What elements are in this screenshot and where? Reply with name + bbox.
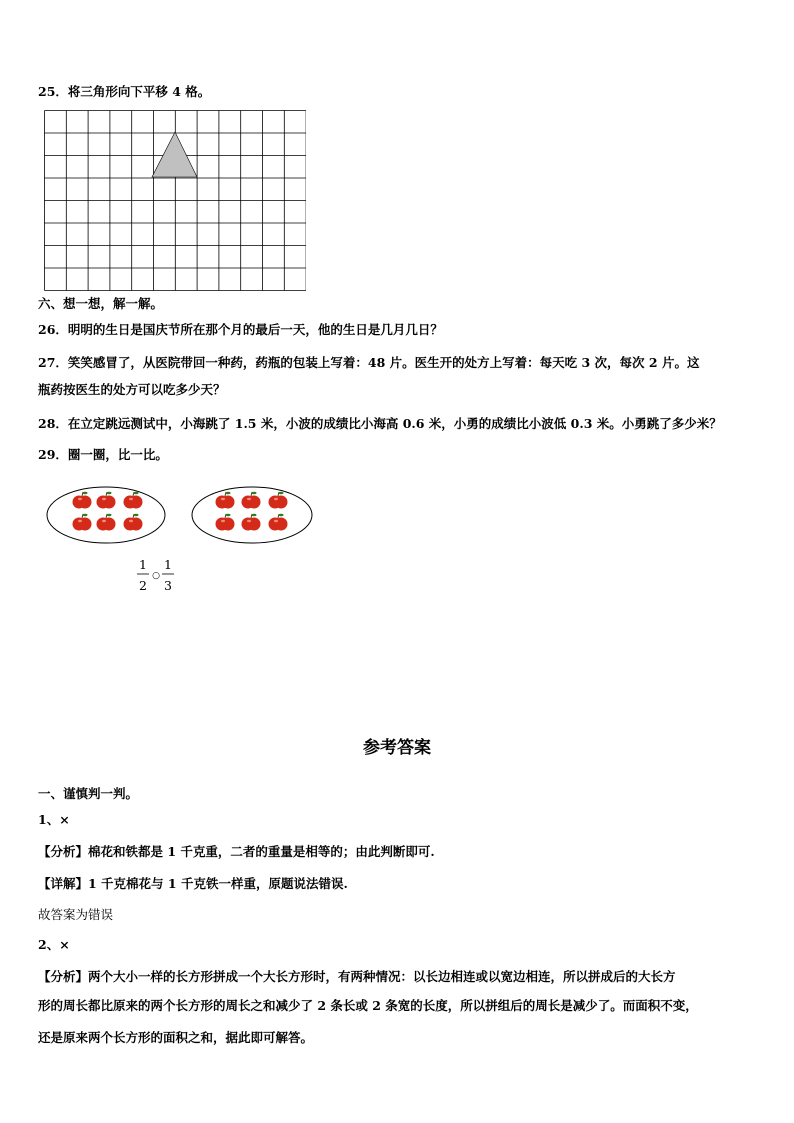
compare-circle[interactable]: ○ (152, 571, 160, 581)
apple-icon (269, 514, 288, 531)
right-denominator: 3 (164, 578, 172, 593)
question-27-line2: 瓶药按医生的处方可以吃多少天？ (38, 382, 226, 397)
answers-title: 参考答案 (363, 738, 431, 758)
answers-section-1: 一、谨慎判一判。 (38, 786, 139, 801)
answer-2-line1: 【分析】两个大小一样的长方形拼成一个大长方形时，有两种情况：以长边相连或以宽边相连，所以拼成后的大长方 (38, 969, 676, 984)
fraction-compare (134, 556, 180, 599)
answer-2-line3: 还是原来两个长方形的面积之和，据此即可解答。 (38, 1030, 314, 1045)
question-27-line1: 27．笑笑感冒了，从医院带回一种药，药瓶的包装上写着：48 片。医生开的处方上写着：每天吃 3 次，每次 2 片。这 (38, 355, 700, 370)
left-denominator: 2 (139, 578, 147, 593)
triangle-grid (44, 110, 306, 292)
question-26: 26．明明的生日是国庆节所在那个月的最后一天，他的生日是几月几日？ (38, 322, 443, 337)
apple-icon (269, 492, 288, 509)
apple-groups (46, 484, 318, 550)
apple-icon (124, 514, 143, 531)
answer-1-label: 1、× (38, 812, 70, 827)
answer-2-line2: 形的周长都比原来的两个长方形的周长之和减少了 2 条长或 2 条宽的长度，所以拼组后的周长是减少了。而面积不变， (38, 998, 698, 1013)
apple-icon (73, 492, 92, 509)
apple-icon (124, 492, 143, 509)
answer-1-detail: 【详解】1 千克棉花与 1 千克铁一样重，原题说法错误. (38, 876, 348, 891)
question-28: 28．在立定跳远测试中，小海跳了 1.5 米，小波的成绩比小海高 0.6 米，小勇的成绩比小波低 0.3 米。小勇跳了多少米？ (38, 416, 722, 431)
answer-1-conclusion: 故答案为错误 (38, 907, 114, 922)
apple-icon (242, 514, 261, 531)
triangle-shape (152, 132, 197, 177)
apple-icon (216, 514, 235, 531)
apples (73, 492, 288, 531)
right-numerator: 1 (164, 557, 172, 572)
section-6-title: 六、想一想，解一解。 (38, 296, 164, 311)
apple-icon (216, 492, 235, 509)
question-29: 29．圈一圈，比一比。 (38, 447, 168, 462)
apple-icon (73, 514, 92, 531)
apple-icon (97, 492, 116, 509)
answer-1-analysis: 【分析】棉花和铁都是 1 千克重，二者的重量是相等的；由此判断即可. (38, 844, 435, 859)
answer-2-label: 2、× (38, 937, 70, 952)
apple-icon (97, 514, 116, 531)
left-numerator: 1 (139, 557, 147, 572)
apple-icon (242, 492, 261, 509)
question-25: 25．将三角形向下平移 4 格。 (38, 84, 211, 99)
